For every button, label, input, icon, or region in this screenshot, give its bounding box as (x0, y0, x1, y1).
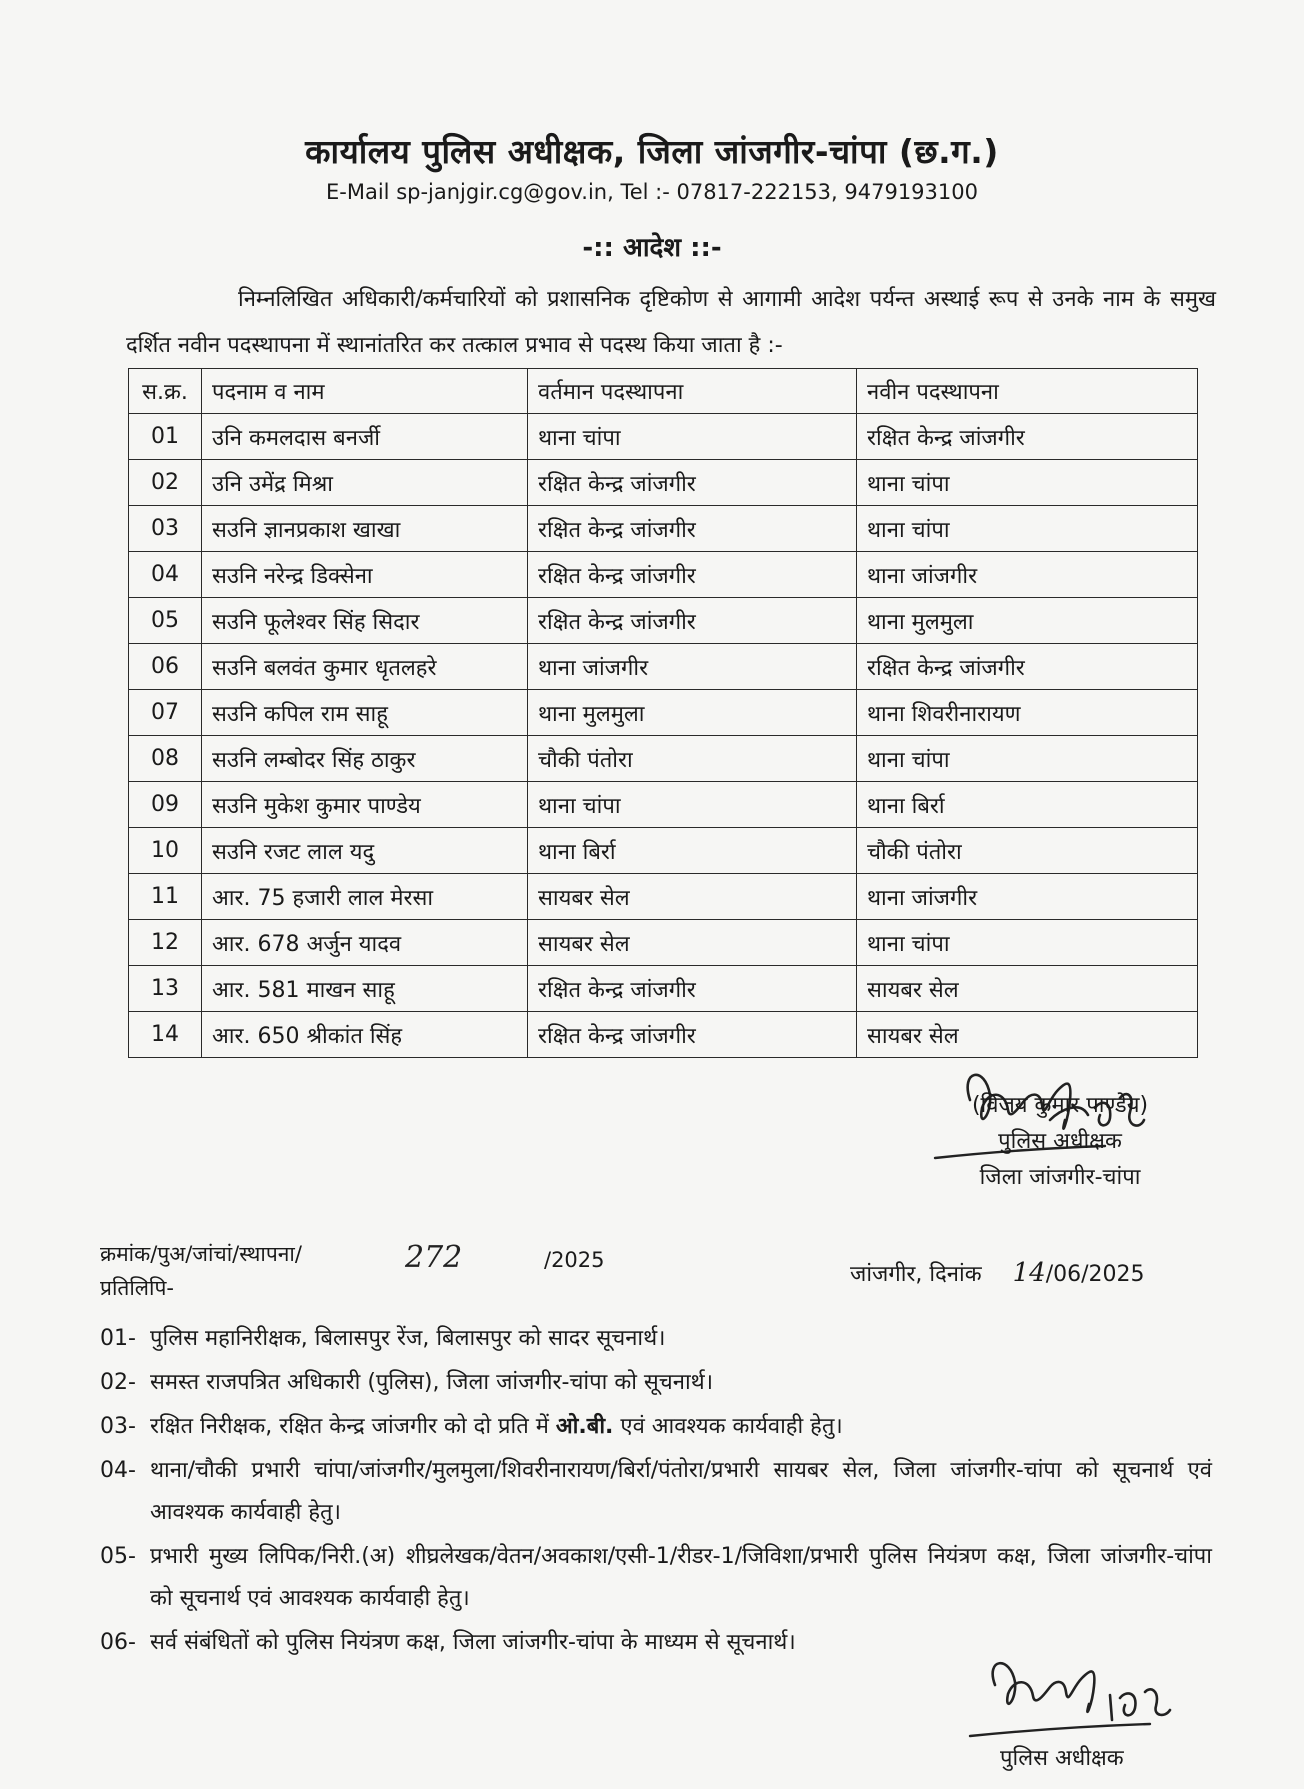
signatory-name: (विजय कुमार पाण्डेय) (971, 1093, 1149, 1118)
table-row (129, 966, 1198, 1012)
cell-new-posting: सायबर सेल (857, 1012, 1198, 1058)
copy-item-number: 02- (100, 1370, 136, 1395)
copy-item-number: 04- (100, 1458, 136, 1483)
bottom-signature-image (960, 1650, 1200, 1745)
table-row (129, 414, 1198, 460)
cell-name: आर. 650 श्रीकांत सिंह (202, 1012, 528, 1058)
cell-sno: 03 (129, 506, 202, 552)
cell-new-posting: थाना मुलमुला (857, 598, 1198, 644)
reference-prefix: क्रमांक/पुअ/जांचां/स्थापना/ (100, 1242, 302, 1266)
table-row (129, 1012, 1198, 1058)
intro-paragraph: निम्नलिखित अधिकारी/कर्मचारियों को प्रशासनिक दृष्टिकोण से आगामी आदेश पर्यन्त अस्थाई रूप से उनके नाम के समुख दर्शित नवीन पदस्थापना में स्थानांतरित कर तत्काल प्रभाव से पदस्थ किया जाता है :- (126, 287, 1216, 358)
cell-name: आर. 581 माखन साहू (202, 966, 528, 1012)
place-date (850, 1258, 1145, 1288)
table-row (129, 920, 1198, 966)
table-row (129, 552, 1198, 598)
cell-sno: 11 (129, 874, 202, 920)
table-row (129, 782, 1198, 828)
table-row (129, 828, 1198, 874)
cell-sno: 02 (129, 460, 202, 506)
cell-sno: 06 (129, 644, 202, 690)
copy-item-text-bold: ओ.बी. (555, 1414, 614, 1439)
cell-current-posting: रक्षित केन्द्र जांजगीर (528, 1012, 857, 1058)
cell-current-posting: थाना मुलमुला (528, 690, 857, 736)
contact-line: E-Mail sp-janjgir.cg@gov.in, Tel :- 07817-222153, 9479193100 (326, 180, 978, 204)
copy-item-text (150, 1406, 1212, 1448)
cell-name: सउनि ज्ञानप्रकाश खाखा (202, 506, 528, 552)
cell-current-posting: चौकी पंतोरा (528, 736, 857, 782)
signature-block (900, 1088, 1220, 1196)
cell-new-posting: थाना जांजगीर (857, 552, 1198, 598)
cell-new-posting: थाना चांपा (857, 506, 1198, 552)
copy-list-item (100, 1362, 1212, 1404)
bottom-signature-block (1000, 1740, 1124, 1778)
copy-item-text: प्रभारी मुख्य लिपिक/निरी.(अ) शीघ्रलेखक/वेतन/अवकाश/एसी-1/रीडर-1/जिविशा/प्रभारी पुलिस नियंत्रण कक्ष, जिला जांजगीर-चांपा को सूचनार्थ एवं आवश्यक कार्यवाही हेतु। (150, 1544, 1212, 1611)
cell-new-posting: थाना बिर्रा (857, 782, 1198, 828)
cell-new-posting: थाना चांपा (857, 460, 1198, 506)
cell-sno: 13 (129, 966, 202, 1012)
cell-current-posting: थाना चांपा (528, 414, 857, 460)
cell-sno: 01 (129, 414, 202, 460)
bottom-signatory-designation: पुलिस अधीक्षक (1000, 1746, 1124, 1771)
cell-sno: 05 (129, 598, 202, 644)
cell-current-posting: रक्षित केन्द्र जांजगीर (528, 598, 857, 644)
place-date-label: जांजगीर, दिनांक (850, 1262, 982, 1287)
copy-item-text: समस्त राजपत्रित अधिकारी (पुलिस), जिला जांजगीर-चांपा को सूचनार्थ। (150, 1370, 714, 1395)
table-row (129, 644, 1198, 690)
copy-item-number: 05- (100, 1544, 136, 1569)
cell-sno: 12 (129, 920, 202, 966)
cell-name: सउनि रजट लाल यदु (202, 828, 528, 874)
signatory-designation: पुलिस अधीक्षक (998, 1129, 1122, 1154)
transfer-table (128, 368, 1198, 1058)
copy-label: प्रतिलिपि- (100, 1276, 174, 1300)
office-title: कार्यालय पुलिस अधीक्षक, जिला जांजगीर-चांपा (छ.ग.) (305, 132, 999, 171)
cell-sno: 04 (129, 552, 202, 598)
copy-item-number: 01- (100, 1326, 136, 1351)
cell-new-posting: थाना चांपा (857, 736, 1198, 782)
cell-new-posting: चौकी पंतोरा (857, 828, 1198, 874)
copy-list-item (100, 1406, 1212, 1448)
copy-list-item (100, 1536, 1212, 1620)
copy-list-item (100, 1450, 1212, 1534)
cell-name: सउनि बलवंत कुमार धृतलहरे (202, 644, 528, 690)
cell-name: उनि उमेंद्र मिश्रा (202, 460, 528, 506)
header-current-posting: वर्तमान पदस्थापना (528, 369, 857, 414)
cell-current-posting: सायबर सेल (528, 874, 857, 920)
copy-item-text: थाना/चौकी प्रभारी चांपा/जांजगीर/मुलमुला/शिवरीनारायण/बिर्रा/पंतोरा/प्रभारी सायबर सेल, जिला जांजगीर-चांपा को सूचनार्थ एवं आवश्यक कार्यवाही हेतु। (150, 1458, 1212, 1525)
cell-new-posting: रक्षित केन्द्र जांजगीर (857, 644, 1198, 690)
order-heading: -:: आदेश ::- (582, 233, 722, 263)
cell-new-posting: सायबर सेल (857, 966, 1198, 1012)
cell-sno: 08 (129, 736, 202, 782)
copy-item-number: 03- (100, 1414, 136, 1439)
cell-new-posting: रक्षित केन्द्र जांजगीर (857, 414, 1198, 460)
table-header-row (129, 369, 1198, 414)
copy-list (100, 1318, 1212, 1666)
copy-item-text-post: एवं आवश्यक कार्यवाही हेतु। (613, 1414, 843, 1439)
cell-name: आर. 75 हजारी लाल मेरसा (202, 874, 528, 920)
table-row (129, 598, 1198, 644)
copy-list-item (100, 1318, 1212, 1360)
copy-item-text: पुलिस महानिरीक्षक, बिलासपुर रेंज, बिलासपुर को सादर सूचनार्थ। (150, 1326, 666, 1351)
header-new-posting: नवीन पदस्थापना (857, 369, 1198, 414)
cell-sno: 07 (129, 690, 202, 736)
table-row (129, 460, 1198, 506)
cell-name: सउनि फूलेश्वर सिंह सिदार (202, 598, 528, 644)
table-body (129, 414, 1198, 1058)
cell-current-posting: थाना बिर्रा (528, 828, 857, 874)
header-name: पदनाम व नाम (202, 369, 528, 414)
table-row (129, 736, 1198, 782)
copy-item-text: सर्व संबंधितों को पुलिस नियंत्रण कक्ष, जिला जांजगीर-चांपा के माध्यम से सूचनार्थ। (150, 1630, 796, 1655)
cell-current-posting: रक्षित केन्द्र जांजगीर (528, 966, 857, 1012)
cell-name: आर. 678 अर्जुन यादव (202, 920, 528, 966)
cell-current-posting: सायबर सेल (528, 920, 857, 966)
cell-current-posting: रक्षित केन्द्र जांजगीर (528, 460, 857, 506)
cell-sno: 10 (129, 828, 202, 874)
cell-current-posting: थाना चांपा (528, 782, 857, 828)
date-day: 14 (1012, 1258, 1046, 1288)
signatory-district: जिला जांजगीर-चांपा (979, 1165, 1141, 1190)
cell-name: सउनि मुकेश कुमार पाण्डेय (202, 782, 528, 828)
cell-sno: 09 (129, 782, 202, 828)
table-row (129, 690, 1198, 736)
cell-new-posting: थाना जांजगीर (857, 874, 1198, 920)
copy-item-number: 06- (100, 1630, 136, 1655)
cell-current-posting: थाना जांजगीर (528, 644, 857, 690)
reference-number: 272 (405, 1240, 463, 1275)
cell-new-posting: थाना चांपा (857, 920, 1198, 966)
cell-name: सउनि कपिल राम साहू (202, 690, 528, 736)
table-row (129, 506, 1198, 552)
cell-current-posting: रक्षित केन्द्र जांजगीर (528, 506, 857, 552)
cell-sno: 14 (129, 1012, 202, 1058)
header-sno: स.क्र. (129, 369, 202, 414)
table-row (129, 874, 1198, 920)
cell-name: सउनि लम्बोदर सिंह ठाकुर (202, 736, 528, 782)
cell-name: उनि कमलदास बनर्जी (202, 414, 528, 460)
copy-item-text-pre: रक्षित निरीक्षक, रक्षित केन्द्र जांजगीर को दो प्रति में (150, 1414, 556, 1439)
cell-name: सउनि नरेन्द्र डिक्सेना (202, 552, 528, 598)
cell-current-posting: रक्षित केन्द्र जांजगीर (528, 552, 857, 598)
reference-year: /2025 (544, 1248, 605, 1272)
cell-new-posting: थाना शिवरीनारायण (857, 690, 1198, 736)
date-rest: /06/2025 (1045, 1262, 1145, 1287)
